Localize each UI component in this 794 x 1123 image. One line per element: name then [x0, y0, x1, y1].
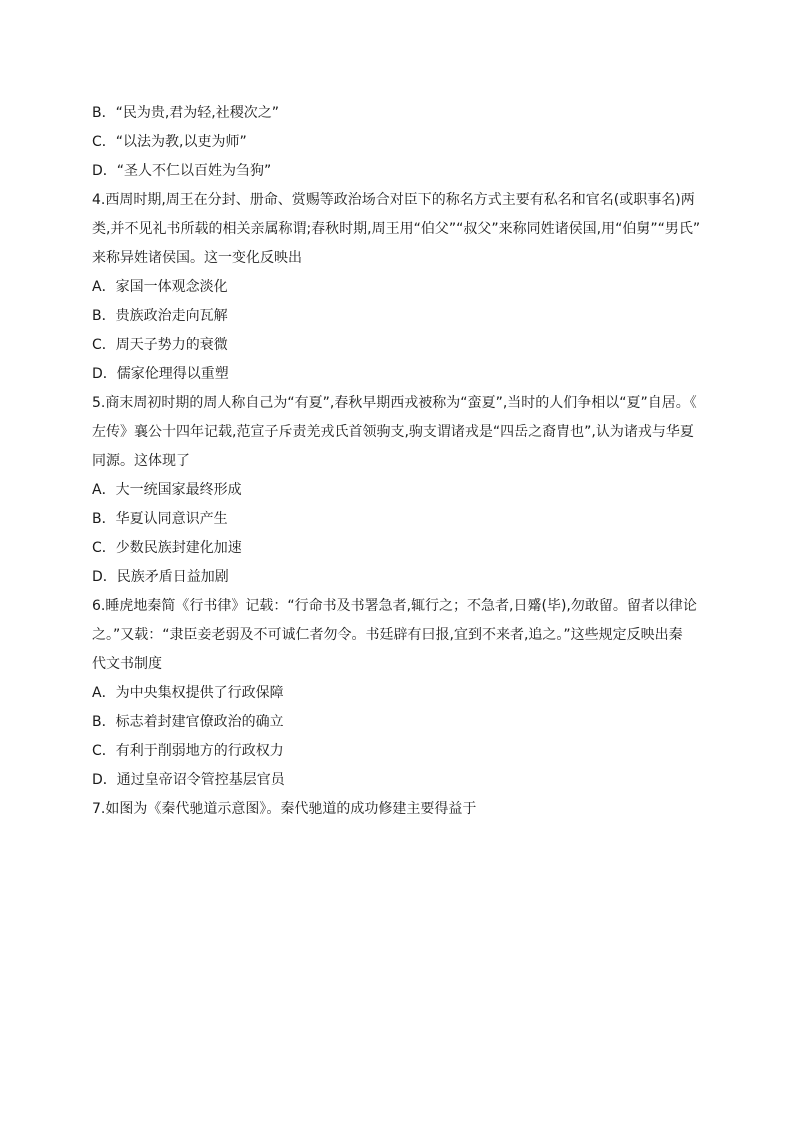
q3-option-d: D．“圣人不仁以百姓为刍狗” [92, 163, 272, 179]
q5-stem-line-1: 5.商末周初时期的周人称自己为“有夏”,春秋早期西戎被称为“蛮夏”,当时的人们争相以“夏”自居。《 [92, 395, 697, 411]
exam-page [92, 103, 704, 828]
q6-stem-line-1: 6.睡虎地秦简《行书律》记载：“行命书及书署急者,辄行之；不急者,日觱(毕),勿敢留。留者以律论 [92, 598, 697, 614]
q5-option-b: B．华夏认同意识产生 [92, 511, 228, 527]
q4-option-d: D．儒家伦理得以重塑 [92, 366, 229, 382]
question-7 [92, 799, 704, 819]
q7-stem-line-1: 7.如图为《秦代驰道示意图》。秦代驰道的成功修建主要得益于 [92, 801, 477, 817]
q4-option-a: A．家国一体观念淡化 [92, 279, 228, 295]
question-5 [92, 393, 704, 587]
q6-stem-line-2: 之。”又载：“隶臣妾老弱及不可诚仁者勿令。书廷辟有曰报,宜到不来者,追之。”这些规定反映出秦 [92, 627, 683, 643]
q5-stem-line-3: 同源。这体现了 [92, 453, 190, 469]
q3-option-b: B．“民为贵,君为轻,社稷次之” [92, 105, 280, 121]
q4-option-c: C．周天子势力的衰微 [92, 337, 228, 353]
question-4 [92, 190, 704, 384]
q6-option-a: A．为中央集权提供了行政保障 [92, 685, 284, 701]
q5-stem-line-2: 左传》襄公十四年记载,范宣子斥责羌戎氏首领驹支,驹支谓诸戎是“四岳之裔胄也”,认为诸戎与华夏 [92, 424, 694, 440]
q4-option-b: B．贵族政治走向瓦解 [92, 308, 228, 324]
question-6 [92, 596, 704, 790]
q4-stem-line-1: 4.西周时期,周王在分封、册命、赏赐等政治场合对臣下的称名方式主要有私名和官名(或职事名)两 [92, 192, 695, 208]
q3-option-c: C．“以法为教,以吏为师” [92, 134, 247, 150]
q6-option-d: D．通过皇帝诏令管控基层官员 [92, 772, 285, 788]
question-3-options [92, 103, 704, 181]
q5-option-a: A．大一统国家最终形成 [92, 482, 242, 498]
q6-stem-line-3: 代文书制度 [92, 656, 162, 672]
q6-option-c: C．有利于削弱地方的行政权力 [92, 743, 284, 759]
q4-stem-line-3: 来称异姓诸侯国。这一变化反映出 [92, 250, 302, 266]
q6-option-b: B．标志着封建官僚政治的确立 [92, 714, 284, 730]
q5-option-c: C．少数民族封建化加速 [92, 540, 242, 556]
q4-stem-line-2: 类,并不见礼书所载的相关亲属称谓;春秋时期,周王用“伯父”“叔父”来称同姓诸侯国,用“伯舅”“男氏” [92, 221, 701, 237]
q5-option-d: D．民族矛盾日益加剧 [92, 569, 229, 585]
